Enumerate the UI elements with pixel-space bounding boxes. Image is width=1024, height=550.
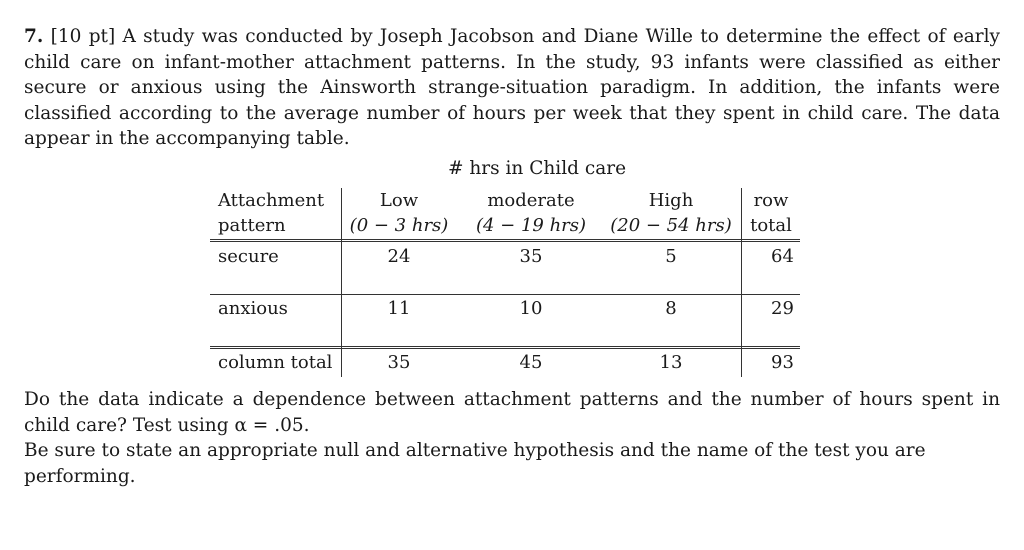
grand-total: 93	[771, 352, 794, 373]
question-points: [10 pt]	[50, 26, 116, 47]
col-range-high: (20 − 54 hrs)	[610, 215, 732, 236]
question-number: 7.	[24, 26, 44, 47]
col-header-total-line1: row	[753, 190, 789, 211]
row-header-line2: pattern	[218, 215, 286, 236]
question-intro: A study was conducted by Joseph Jacobson and Diane Wille to determine the effect of early child care on infant-mother attachment patterns. In the study, 93 infants were classified as either secure or anxious using the Ainsworth strange-situation paradigm. In addition, the infants were classified according to the average number of hours per week that they spent in child care. The data appear in the accompanying table.	[24, 26, 1001, 149]
col-range-moderate: (4 − 19 hrs)	[475, 215, 587, 236]
table-cell: 35	[519, 246, 543, 267]
table-cell: 24	[387, 246, 411, 267]
row-total-anxious: 29	[771, 298, 794, 319]
table-cell: 45	[519, 352, 543, 373]
prompt-line-1: Do the data indicate a dependence between attachment patterns and the number of hours spent in child care? Test using α = .05.	[24, 389, 1000, 436]
table-cell: 5	[665, 246, 677, 267]
row-label-anxious: anxious	[218, 298, 288, 319]
row-header-line1: Attachment	[218, 190, 325, 211]
col-range-low: (0 − 3 hrs)	[349, 215, 449, 236]
table-cell: 13	[659, 352, 683, 373]
col-header-total-line2: total	[750, 215, 792, 236]
column-total-label: column total	[218, 352, 333, 373]
table-total-rule	[210, 346, 800, 349]
table-caption: # hrs in Child care	[448, 158, 627, 179]
row-total-secure: 64	[771, 246, 794, 267]
prompt-line-2: Be sure to state an appropriate null and alternative hypothesis and the name of the test you are performing.	[24, 440, 926, 487]
question-text	[24, 24, 1000, 152]
table-cell: 8	[665, 298, 677, 319]
table-cell: 10	[519, 298, 543, 319]
table-header-rule	[210, 239, 800, 242]
table-cell: 11	[387, 298, 411, 319]
question-prompt	[24, 387, 1000, 489]
col-header-moderate: moderate	[487, 190, 575, 211]
table-row-rule	[210, 294, 800, 295]
row-label-secure: secure	[218, 246, 279, 267]
col-header-high: High	[648, 190, 694, 211]
table-cell: 35	[387, 352, 411, 373]
col-header-low: Low	[379, 190, 419, 211]
